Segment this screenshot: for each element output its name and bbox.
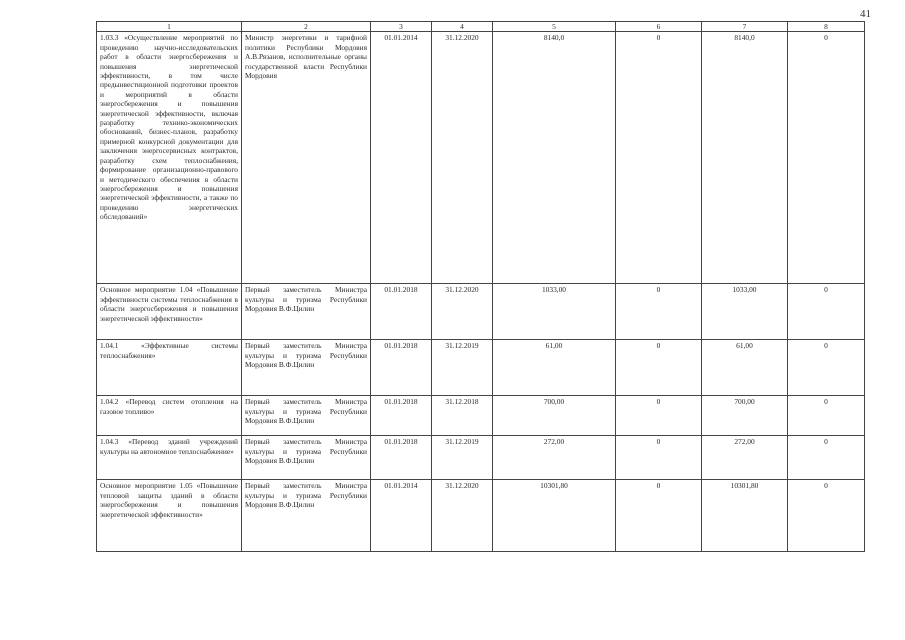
- col8-amount: 0: [788, 480, 865, 552]
- executor: Первый заместитель Министра культуры и туризма Республики Мордовия В.Ф.Цилин: [242, 480, 371, 552]
- table-row: [97, 480, 865, 552]
- col7-amount: 272,00: [702, 436, 788, 480]
- activity-name: 1.04.2 «Перевод систем отопления на газовое топливо»: [97, 396, 242, 436]
- table-row: [97, 284, 865, 340]
- column-header: 2: [242, 22, 371, 32]
- activity-name: Основное мероприятие 1.05 «Повышение тепловой защиты зданий в области энергосбережения и повышения энергетической эффективности»: [97, 480, 242, 552]
- end-date: 31.12.2020: [432, 480, 493, 552]
- executor: Первый заместитель Министра культуры и туризма Республики Мордовия В.Ф.Цилин: [242, 396, 371, 436]
- activity-name: 1.04.3 «Перевод зданий учреждений культуры на автономное теплоснабжение»: [97, 436, 242, 480]
- activity-name: 1.04.1 «Эффективные системы теплоснабжения»: [97, 340, 242, 396]
- total-amount: 700,00: [493, 396, 616, 436]
- end-date: 31.12.2020: [432, 284, 493, 340]
- col7-amount: 8140,0: [702, 32, 788, 284]
- column-header: 6: [616, 22, 702, 32]
- total-amount: 10301,80: [493, 480, 616, 552]
- col6-amount: 0: [616, 284, 702, 340]
- program-table: [96, 21, 865, 552]
- activity-name: Основное мероприятие 1.04 «Повышение эффективности системы теплоснабжения в области энергосбережения и повышения энергетической эффективности»: [97, 284, 242, 340]
- total-amount: 1033,00: [493, 284, 616, 340]
- activity-name: 1.03.3 «Осуществление мероприятий по проведению научно-исследовательских работ в области энергосбережения и повышения энергетической эффективности, в том числе предынвестиционной подготовки проектов и мероприятий в области энергосбережения и повышения энергетической эффективности, включая разработку технико-экономических обоснований, бизнес-планов, разработку примерной конкурсной документации для заключения энергосервисных контрактов, разработку схем теплоснабжения, формирование организационно-правового и методического обеспечения в области энергосбережения и повышения энергетической эффективности, а также по проведению энергетических обследований»: [97, 32, 242, 284]
- total-amount: 8140,0: [493, 32, 616, 284]
- col7-amount: 10301,80: [702, 480, 788, 552]
- executor: Первый заместитель Министра культуры и туризма Республики Мордовия В.Ф.Цилин: [242, 284, 371, 340]
- start-date: 01.01.2014: [371, 480, 432, 552]
- column-header: 1: [97, 22, 242, 32]
- header-row: [97, 22, 865, 32]
- column-header: 7: [702, 22, 788, 32]
- col8-amount: 0: [788, 340, 865, 396]
- table-row: [97, 436, 865, 480]
- start-date: 01.01.2018: [371, 284, 432, 340]
- table-row: [97, 396, 865, 436]
- col8-amount: 0: [788, 284, 865, 340]
- table-row: [97, 340, 865, 396]
- end-date: 31.12.2018: [432, 396, 493, 436]
- col7-amount: 61,00: [702, 340, 788, 396]
- end-date: 31.12.2020: [432, 32, 493, 284]
- column-header: 5: [493, 22, 616, 32]
- col6-amount: 0: [616, 436, 702, 480]
- end-date: 31.12.2019: [432, 340, 493, 396]
- start-date: 01.01.2018: [371, 396, 432, 436]
- col7-amount: 700,00: [702, 396, 788, 436]
- start-date: 01.01.2018: [371, 340, 432, 396]
- col7-amount: 1033,00: [702, 284, 788, 340]
- column-header: 8: [788, 22, 865, 32]
- total-amount: 272,00: [493, 436, 616, 480]
- executor: Первый заместитель Министра культуры и туризма Республики Мордовия В.Ф.Цилин: [242, 436, 371, 480]
- executor: Министр энергетики и тарифной политики Республики Мордовия А.В.Рязанов, исполнительные органы государственной власти Республики Мордовия: [242, 32, 371, 284]
- total-amount: 61,00: [493, 340, 616, 396]
- start-date: 01.01.2014: [371, 32, 432, 284]
- executor: Первый заместитель Министра культуры и туризма Республики Мордовия В.Ф.Цилин: [242, 340, 371, 396]
- col8-amount: 0: [788, 436, 865, 480]
- table-row: [97, 32, 865, 284]
- start-date: 01.01.2018: [371, 436, 432, 480]
- column-header: 3: [371, 22, 432, 32]
- col6-amount: 0: [616, 32, 702, 284]
- col6-amount: 0: [616, 340, 702, 396]
- col6-amount: 0: [616, 480, 702, 552]
- end-date: 31.12.2019: [432, 436, 493, 480]
- column-header: 4: [432, 22, 493, 32]
- col6-amount: 0: [616, 396, 702, 436]
- page-number: 41: [860, 8, 871, 20]
- col8-amount: 0: [788, 396, 865, 436]
- col8-amount: 0: [788, 32, 865, 284]
